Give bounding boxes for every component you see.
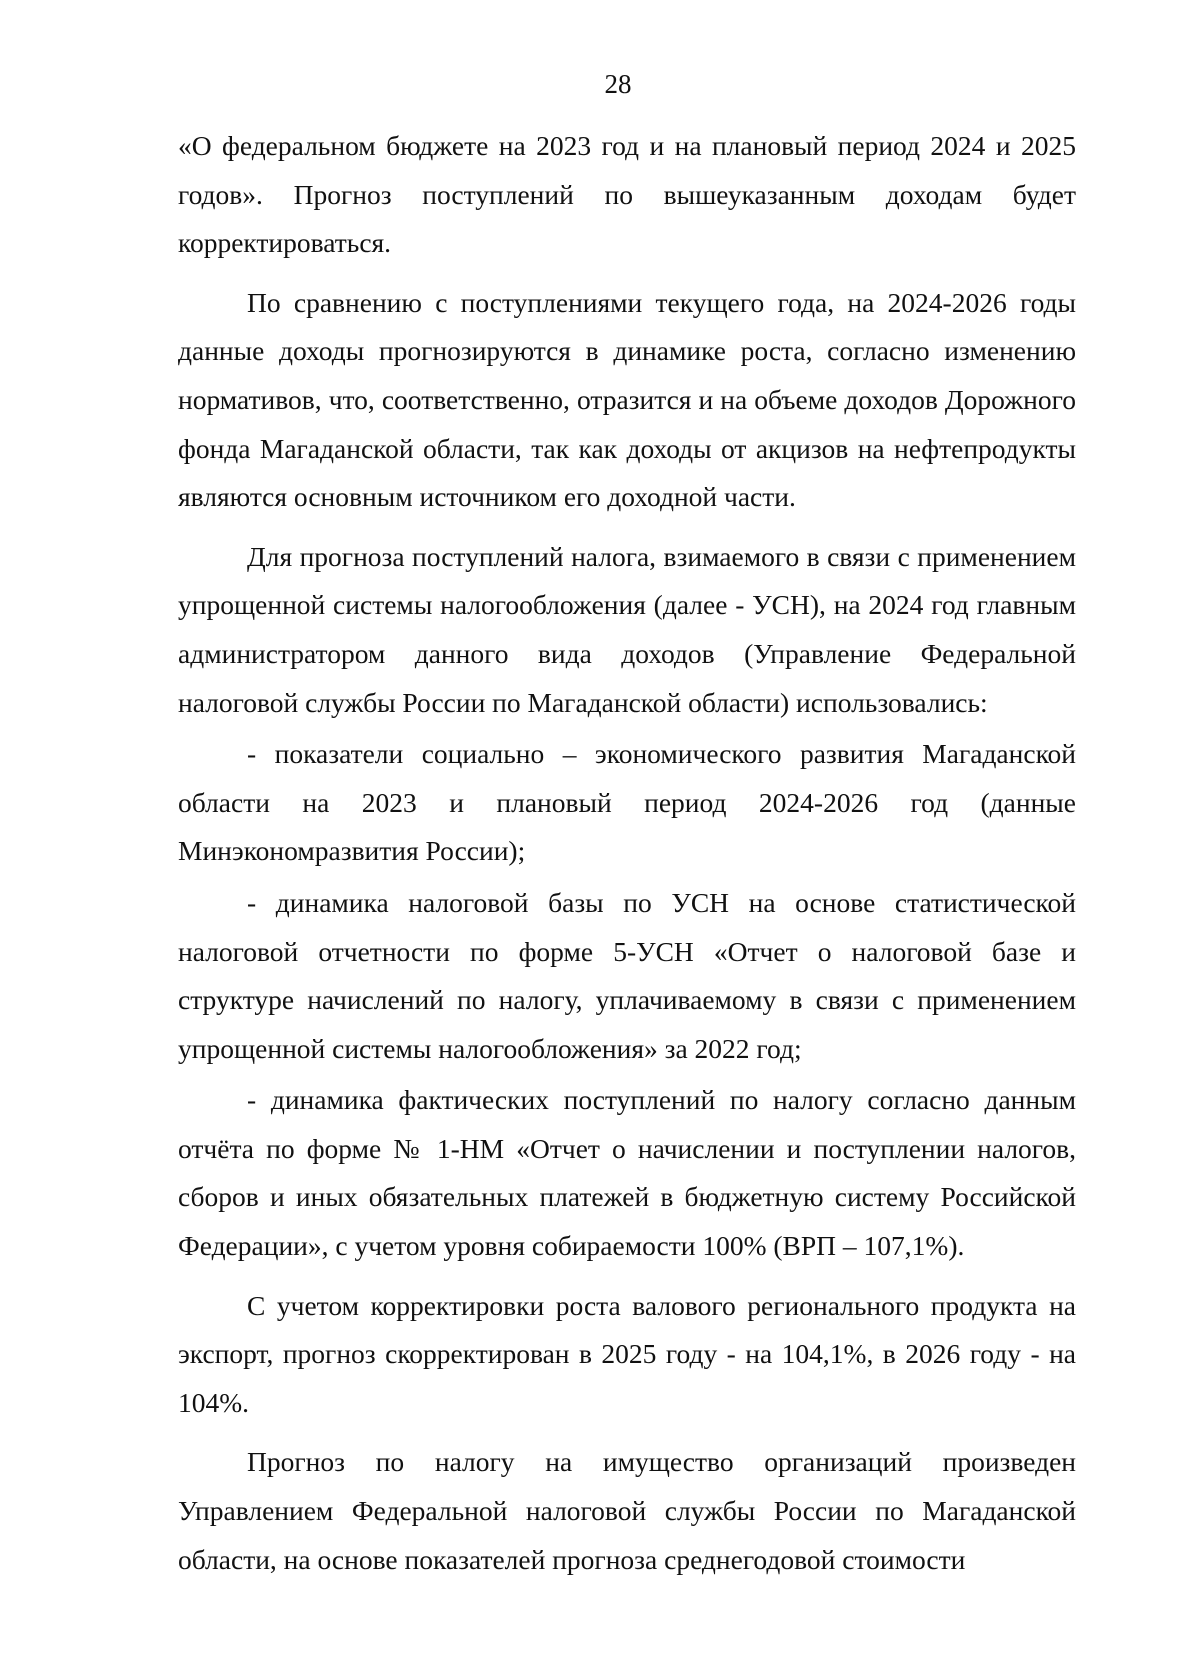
page-number: 28: [604, 69, 632, 99]
document-body: [178, 122, 1076, 1584]
list-item-tax-base: - динамика налоговой базы по УСН на основе статистической налоговой отчетности по форме 5-УСН «Отчет о налоговой базе и структуре начислений по налогу, уплачиваемому в связи с применением упрощенной системы налогообложения» за 2022 год;: [178, 886, 1076, 1064]
paragraph-road-fund: По сравнению с поступлениями текущего года, на 2024-2026 годы данные доходы прогнозируются в динамике роста, согласно изменению нормативов, что, соответственно, отразится и на объеме доходов Дорожного фонда Магаданской области, так как доходы от акцизов на нефтепродукты являются основным источником его доходной части.: [178, 286, 1076, 513]
paragraph-usn-forecast: Для прогноза поступлений налога, взимаемого в связи с применением упрощенной системы налогообложения (далее - УСН), на 2024 год главным администратором данного вида доходов (Управление Федеральной налоговой службы России по Магаданской области) использовались:: [178, 540, 1076, 718]
paragraph-property-tax: Прогноз по налогу на имущество организаций произведен Управлением Федеральной налоговой службы России по Магаданской области, на основе показателей прогноза среднегодовой стоимости: [178, 1446, 1076, 1575]
paragraph-grp-adjustment: С учетом корректировки роста валового регионального продукта на экспорт, прогноз скорректирован в 2025 году - на 104,1%, в 2026 году - на 104%.: [178, 1289, 1076, 1418]
list-item-actual-receipts: - динамика фактических поступлений по налогу согласно данным отчёта по форме № 1-НМ «Отчет о начислении и поступлении налогов, сборов и иных обязательных платежей в бюджетную систему Российской Федерации», с учетом уровня собираемости 100% (ВРП – 107,1%).: [178, 1084, 1076, 1262]
paragraph-continuation: «О федеральном бюджете на 2023 год и на плановый период 2024 и 2025 годов». Прогноз поступлений по вышеуказанным доходам будет корректироваться.: [178, 130, 1076, 259]
list-item-indicators: - показатели социально – экономического развития Магаданской области на 2023 и плановый период 2024-2026 год (данные Минэкономразвития России);: [178, 738, 1076, 867]
